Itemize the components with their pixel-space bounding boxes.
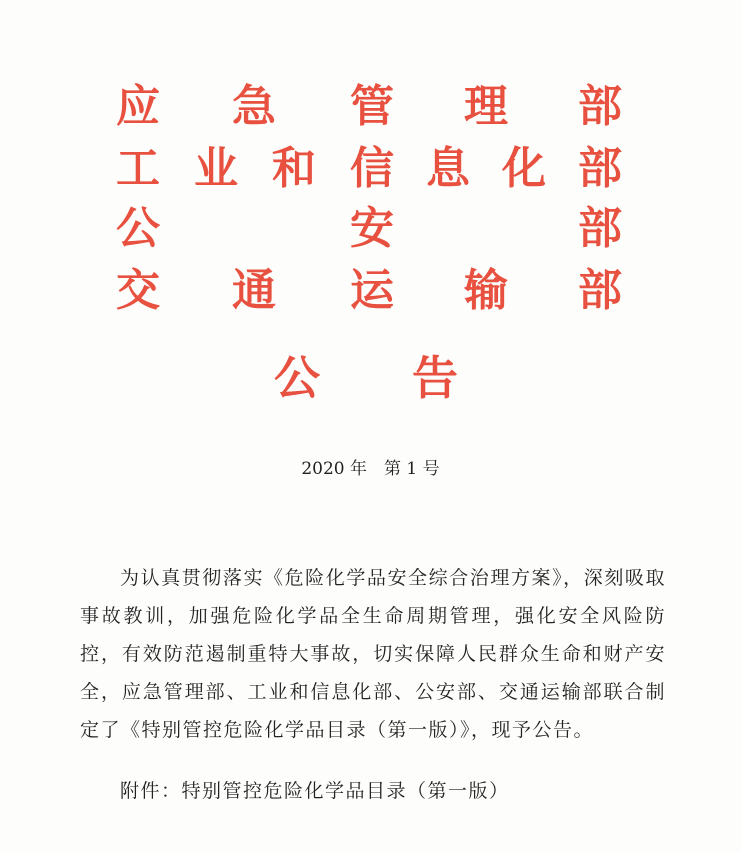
attachment-line: 附件：特别管控危险化学品目录（第一版） bbox=[120, 780, 510, 802]
department-char: 部 bbox=[578, 81, 622, 132]
body-paragraph: 为认真贯彻落实《危险化学品安全综合治理方案》，深刻吸取事故教训，加强危险化学品全生命周期管理，强化安全风险防控，有效防范遏制重特大事故，切实保障人民群众生命和财产安全，应急管理部、工业和信息化部、公安部、交通运输部联合制定了《特别管控危险化学品目录（第一版）》，现予公告。 bbox=[80, 567, 666, 741]
department-char: 输 bbox=[464, 265, 508, 316]
announcement-title bbox=[270, 348, 470, 408]
department-char: 运 bbox=[350, 265, 394, 316]
department-char: 部 bbox=[578, 203, 622, 254]
department-char: 部 bbox=[578, 143, 622, 194]
announcement-title-char: 公 bbox=[274, 351, 320, 405]
department-line-public-security bbox=[116, 200, 624, 258]
department-char: 理 bbox=[464, 81, 508, 132]
department-char: 息 bbox=[426, 143, 470, 194]
department-char: 交 bbox=[116, 265, 160, 316]
department-char: 管 bbox=[350, 81, 394, 132]
department-line-transport bbox=[116, 262, 624, 320]
department-char: 业 bbox=[194, 143, 238, 194]
department-char: 安 bbox=[350, 203, 394, 254]
department-line-industry bbox=[116, 140, 624, 198]
department-line-emergency bbox=[116, 78, 624, 136]
department-char: 工 bbox=[116, 143, 160, 194]
department-char: 信 bbox=[350, 143, 394, 194]
announcement-title-char: 告 bbox=[412, 351, 458, 405]
department-char: 部 bbox=[578, 265, 622, 316]
document-number: 2020 年 第 1 号 bbox=[301, 459, 440, 479]
department-char: 应 bbox=[116, 81, 160, 132]
department-char: 急 bbox=[232, 81, 276, 132]
department-char: 通 bbox=[232, 265, 276, 316]
department-char: 化 bbox=[502, 143, 546, 194]
department-char: 和 bbox=[272, 143, 316, 194]
department-char: 公 bbox=[116, 203, 160, 254]
